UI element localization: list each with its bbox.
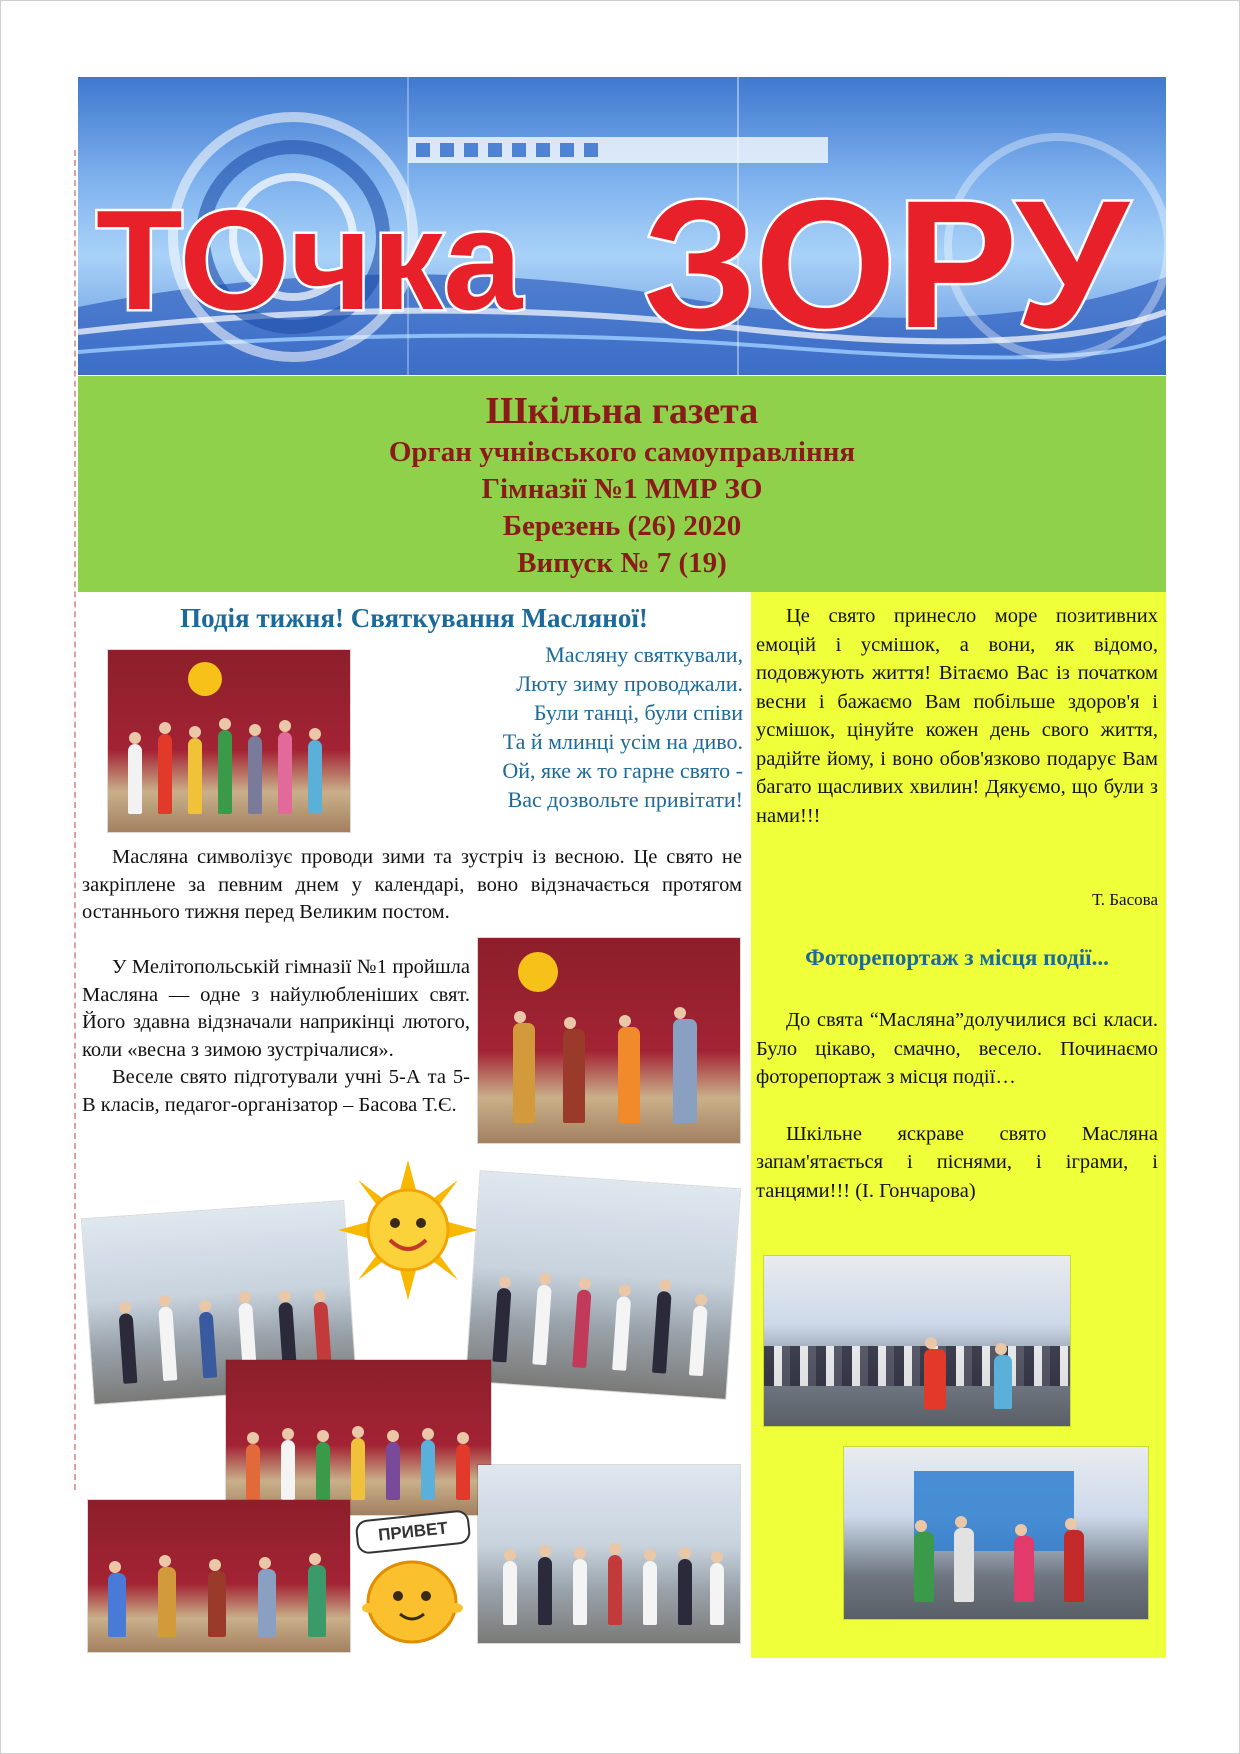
photo-hall-dancers [478, 1465, 740, 1643]
header-date-line: Березень (26) 2020 [502, 510, 742, 542]
article-paragraph-1-block [82, 844, 742, 927]
poem-line: Були танці, були співи [533, 700, 743, 725]
logo-text-zoru: ЗОРУ [643, 162, 1129, 366]
article-paragraph-1: Масляна символізує проводи зими та зустріч із весною. Це свято не закріплене за певним днем у календарі, воно відзначається протягом останнього тижня перед Великим постом. [82, 846, 742, 923]
header-issue-line: Випуск № 7 (19) [517, 547, 727, 579]
signature: Т. Басова [1092, 890, 1158, 909]
sun-sticker-icon [338, 1160, 478, 1300]
header-organ-line: Орган учнівського самоуправління [388, 436, 856, 468]
photo-stage-costumes [88, 1500, 350, 1652]
right-paragraph-3: Шкільне яскраве свято Масляна запам'ятається і піснями, і іграми, і танцями!!! (І. Гончарова) [756, 1122, 1158, 1202]
header-school-line: Гімназії №1 ММР ЗО [481, 473, 763, 505]
photo-window-performers [844, 1447, 1148, 1619]
photo-stage-line [226, 1360, 491, 1515]
article-paragraph-3: Веселе свято підготували учні 5-А та 5-В класів, педагог-організатор – Басова Т.Є. [82, 1066, 470, 1116]
logo-text-tochka: ТОчка [96, 181, 523, 340]
privet-sticker [350, 1505, 475, 1655]
masthead-artwork [78, 77, 1166, 375]
right-paragraph-2: До свята “Масляна”долучилися всі класи. Було цікаво, смачно, весело. Починаємо фоторепортаж з місця події… [756, 1009, 1158, 1088]
poem-line: Вас дозвольте привітати! [507, 787, 743, 812]
photo-stage-performers [478, 938, 740, 1143]
photo-hall-crowd [764, 1256, 1070, 1426]
privet-sticker-text: ПРИВЕТ [355, 1509, 472, 1555]
masthead-banner [78, 77, 1166, 375]
photo-stage-group [108, 650, 350, 832]
article-heading: Подія тижня! Святкування Масляної! [180, 603, 648, 633]
newspaper-header [78, 376, 1166, 592]
poem-line: Масляну святкували, [545, 642, 743, 667]
pancake-character-icon [360, 1550, 465, 1650]
right-photo-report-block [756, 1006, 1158, 1205]
margin-dash-line [74, 150, 76, 1490]
article-paragraph-2: У Мелітопольській гімназії №1 пройшла Масляна — одне з найулюбленіших свят. Його здавна відзначали наприкінці лютого, коли «весна з зимою зустрічалися». [82, 956, 470, 1061]
right-intro-block [756, 602, 1158, 830]
article-paragraph-2-block [82, 954, 470, 1119]
poem-line: Люту зиму проводжали. [516, 671, 743, 696]
poem-line: Та й млинці усім на диво. [502, 729, 743, 754]
photo-circle-dance [466, 1171, 740, 1399]
right-paragraph-1: Це свято принесло море позитивних емоцій і усмішок, а вони, як відомо, подовжують життя! Вітаємо Вас із початком весни і бажаємо Вам побільше здоров'я і усмішок, цінуйте кожен день свого життя, радійте йому, і воно обов'язково подарує Вам багато щасливих хвилин! Дякуємо, що були з нами!!! [756, 605, 1158, 827]
poem-line: Ой, яке ж то гарне свято - [502, 758, 743, 783]
newspaper-title: Шкільна газета [485, 390, 759, 432]
poem [360, 640, 743, 814]
photo-report-heading: Фоторепортаж з місця події... [805, 945, 1109, 970]
